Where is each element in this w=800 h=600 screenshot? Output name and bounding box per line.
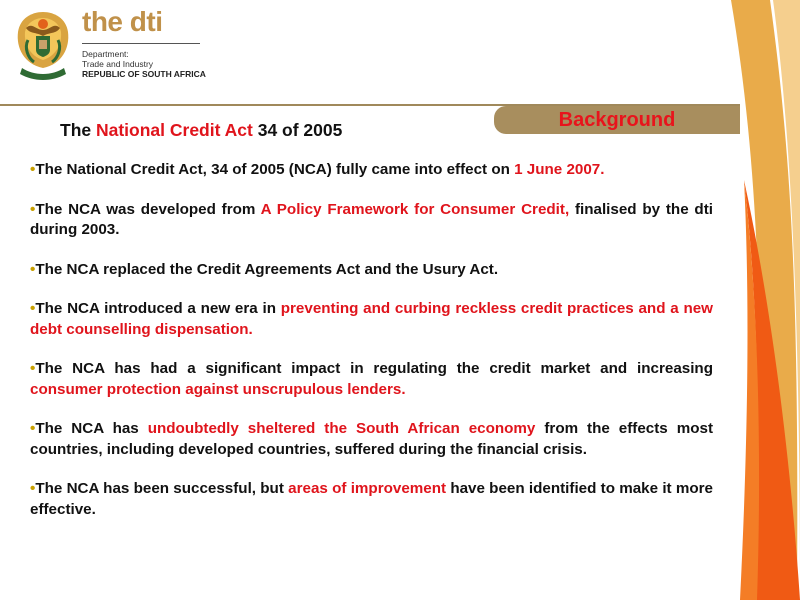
- body-text: finalised by the dti during 2003.: [30, 200, 713, 238]
- title-prefix: The: [60, 120, 96, 140]
- bullet-icon: •: [30, 260, 36, 278]
- body-text: from the effects most countries, including developed countries, suffered during the financial crisis.: [30, 420, 713, 458]
- dept-line-3: REPUBLIC OF SOUTH AFRICA: [82, 69, 206, 79]
- bullet-icon: •: [30, 300, 36, 317]
- dept-line-1: Department:: [82, 49, 129, 59]
- bullet-item: [30, 419, 713, 460]
- body-text: The NCA has been successful, but: [35, 480, 289, 497]
- body-text: The NCA replaced the Credit Agreements Act and the Usury Act.: [35, 260, 499, 278]
- title-highlight: National Credit Act: [95, 120, 253, 140]
- body-text: have been identified to make it more effective.: [30, 480, 713, 518]
- bullet-item: [30, 479, 713, 520]
- section-tab-label: Background: [558, 109, 676, 131]
- body-text: The NCA introduced a new era in: [35, 300, 281, 317]
- title-suffix: 34 of 2005: [252, 120, 343, 140]
- highlighted-text: areas of improvement: [288, 480, 447, 497]
- body-text: The NCA was developed from: [35, 200, 261, 218]
- highlighted-text: preventing and curbing reckless credit practices and a new debt counselling dispensation.: [30, 300, 713, 338]
- bullet-item: [30, 260, 713, 281]
- coat-of-arms-logo: [14, 8, 72, 84]
- department-label: [82, 49, 206, 79]
- bullet-icon: •: [30, 161, 36, 178]
- slide-title: [60, 120, 342, 141]
- highlighted-text: undoubtedly sheltered the South African economy: [147, 420, 536, 437]
- body-text: The NCA has: [35, 420, 148, 437]
- bullet-icon: •: [30, 200, 36, 218]
- highlighted-text: 1 June 2007.: [514, 161, 605, 178]
- dept-line-2: Trade and Industry: [82, 59, 154, 69]
- bullet-item: [30, 359, 713, 400]
- bullet-list: [30, 160, 713, 539]
- bullet-item: [30, 160, 713, 181]
- highlighted-text: A Policy Framework for Consumer Credit,: [260, 200, 570, 218]
- bullet-item: [30, 299, 713, 340]
- bullet-item: [30, 200, 713, 241]
- bullet-icon: •: [30, 420, 36, 437]
- body-text: The National Credit Act, 34 of 2005 (NCA) fully came into effect on: [35, 161, 515, 178]
- bullet-icon: •: [30, 360, 36, 377]
- body-text: The NCA has had a significant impact in regulating the credit market and increasing: [35, 360, 713, 377]
- bullet-icon: •: [30, 480, 36, 497]
- highlighted-text: consumer protection against unscrupulous lenders.: [30, 380, 406, 398]
- brand-divider: [82, 43, 200, 44]
- brand-logo-text: the dti: [82, 6, 163, 37]
